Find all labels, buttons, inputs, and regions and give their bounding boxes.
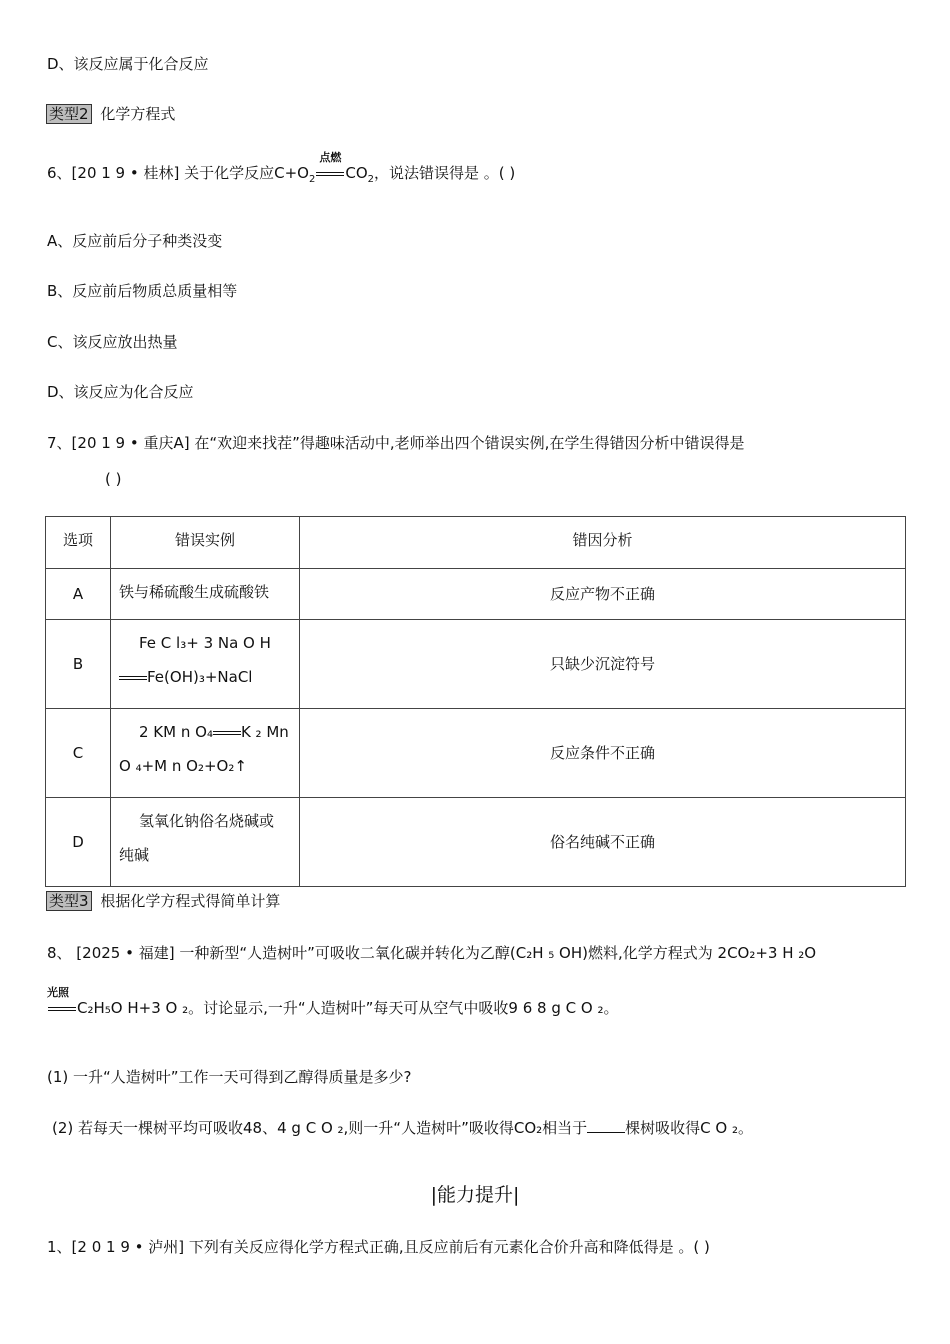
q6-option-c: C、该反应放出热量 bbox=[47, 333, 178, 351]
row-a-example: 铁与稀硫酸生成硫酸铁 bbox=[111, 569, 300, 620]
error-analysis-table bbox=[45, 516, 906, 887]
q6-sub1: 2 bbox=[308, 174, 316, 185]
row-d-example bbox=[111, 798, 300, 887]
ability-question-1: 1、[2 0 1 9 • 泸州] 下列有关反应得化学方程式正确,且反应前后有元素化合价升高和降低得是 。( ) bbox=[47, 1238, 710, 1256]
q8-products: C₂H₅O H+3 O ₂。讨论显示,一升“人造树叶”每天可从空气中吸收9 6 8 g C O ₂。 bbox=[77, 999, 619, 1017]
type3-tag: 类型3 bbox=[46, 891, 92, 911]
row-b-option: B bbox=[46, 620, 111, 709]
q6-tail1: CO bbox=[345, 164, 368, 182]
q6-option-a: A、反应前后分子种类没变 bbox=[47, 232, 223, 250]
header-example: 错误实例 bbox=[111, 517, 300, 569]
q8-sub2-text: (2) 若每天一棵树平均可吸收48、4 g C O ₂,则一升“人造树叶”吸收得CO₂相当于 bbox=[52, 1119, 588, 1137]
q6-arrow bbox=[315, 151, 345, 183]
row-d-option: D bbox=[46, 798, 111, 887]
table-row bbox=[46, 709, 906, 798]
q8-condition: 光照 bbox=[47, 986, 69, 999]
row-d-analysis: 俗名纯碱不正确 bbox=[300, 798, 906, 887]
row-b-example bbox=[111, 620, 300, 709]
type2-title: 化学方程式 bbox=[100, 105, 176, 123]
q8-subquestion-1: (1) 一升“人造树叶”工作一天可得到乙醇得质量是多少? bbox=[47, 1068, 412, 1086]
q6-condition: 点燃 bbox=[319, 151, 342, 164]
row-d-example-line2: 纯碱 bbox=[119, 846, 150, 864]
q6-sub2: 2 bbox=[367, 174, 374, 185]
q6-head: 6、[20 1 9 • 桂林] 关于化学反应C+O bbox=[47, 164, 309, 182]
row-c-product-start: K ₂ Mn bbox=[240, 723, 289, 741]
row-a-option: A bbox=[46, 569, 111, 620]
table-row bbox=[46, 620, 906, 709]
row-c-reactant: 2 KM n O₄ bbox=[139, 723, 213, 741]
header-analysis: 错因分析 bbox=[300, 517, 906, 569]
table-row bbox=[46, 569, 906, 620]
option-d-previous: D、该反应属于化合反应 bbox=[47, 55, 209, 73]
row-c-analysis: 反应条件不正确 bbox=[300, 709, 906, 798]
question-8-line1: 8、 [2025 • 福建] 一种新型“人造树叶”可吸收二氧化碳并转化为乙醇(C₂H ₅ OH)燃料,化学方程式为 2CO₂+3 H ₂O bbox=[47, 944, 817, 962]
q6-tail2: ，说法错误得是 。( ) bbox=[374, 164, 516, 182]
row-b-example-line1: Fe C l₃+ 3 Na O H bbox=[139, 634, 271, 652]
q7-answer-paren: ( ) bbox=[105, 470, 122, 488]
row-c-option: C bbox=[46, 709, 111, 798]
table-row bbox=[46, 798, 906, 887]
row-a-analysis: 反应产物不正确 bbox=[300, 569, 906, 620]
table-header-row bbox=[46, 517, 906, 569]
row-d-example-line1: 氢氧化钠俗名烧碱或 bbox=[139, 812, 275, 830]
q8-arrow bbox=[47, 986, 77, 1018]
q6-option-d: D、该反应为化合反应 bbox=[47, 383, 194, 401]
q8-answer-blank[interactable] bbox=[587, 1118, 625, 1133]
row-c-example-line2: O ₄+M n O₂+O₂↑ bbox=[119, 757, 247, 775]
type3-title: 根据化学方程式得简单计算 bbox=[100, 892, 281, 910]
question-7: 7、[20 1 9 • 重庆A] 在“欢迎来找茬”得趣味活动中,老师举出四个错误实例,在学生得错因分析中错误得是 bbox=[47, 434, 745, 452]
row-c-example-line1 bbox=[119, 715, 291, 749]
question-8-line2 bbox=[47, 986, 619, 1018]
question-6 bbox=[47, 151, 516, 190]
row-c-example bbox=[111, 709, 300, 798]
section-heading: |能力提升| bbox=[430, 1184, 520, 1206]
q6-option-b: B、反应前后物质总质量相等 bbox=[47, 282, 238, 300]
type2-heading bbox=[46, 104, 175, 124]
row-b-product: Fe(OH)₃+NaCl bbox=[147, 668, 253, 686]
header-option: 选项 bbox=[46, 517, 111, 569]
row-b-example-line2 bbox=[119, 660, 291, 694]
type3-heading bbox=[46, 891, 280, 911]
q8-subquestion-2 bbox=[52, 1118, 753, 1138]
q8-sub2-tail: 棵树吸收得C O ₂。 bbox=[625, 1119, 753, 1137]
row-b-analysis: 只缺少沉淀符号 bbox=[300, 620, 906, 709]
type2-tag: 类型2 bbox=[46, 104, 92, 124]
